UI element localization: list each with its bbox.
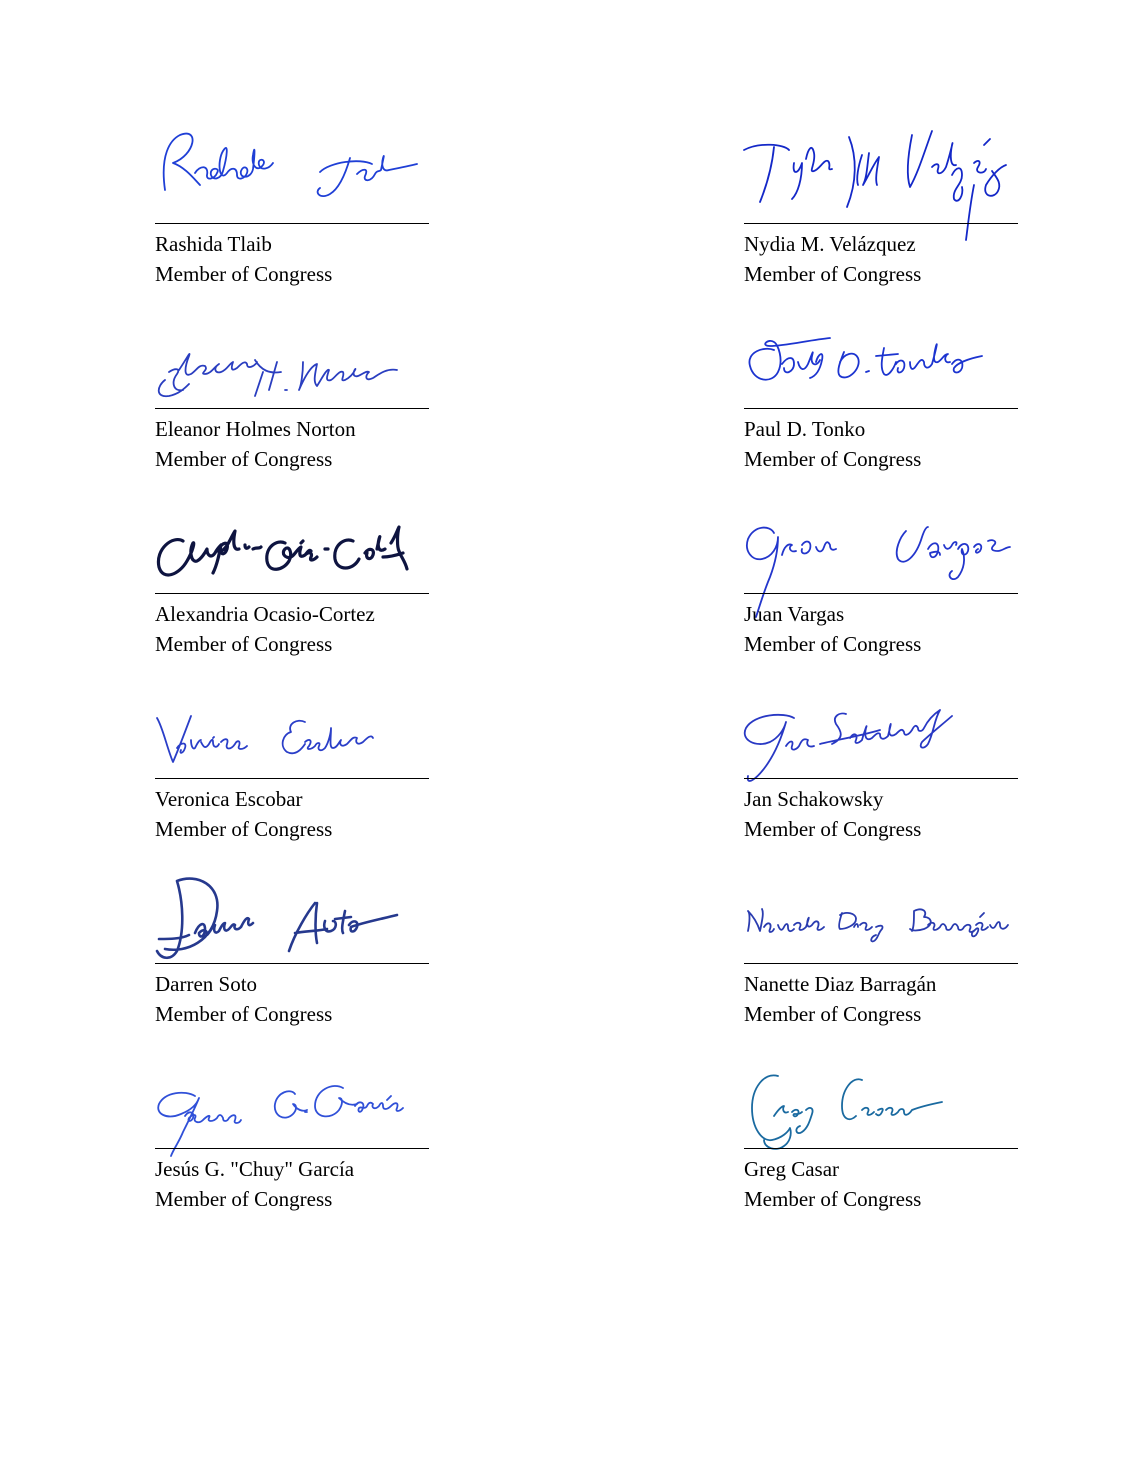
signer-name: Alexandria Ocasio-Cortez [155, 602, 375, 626]
signature-block-ocasio-cortez [155, 445, 429, 656]
signer-title: Member of Congress [744, 1187, 922, 1211]
handwritten-signature-garcia [155, 1000, 429, 1112]
signature-line [744, 963, 1018, 964]
signature-line [155, 408, 429, 409]
signer-title: Member of Congress [155, 632, 333, 656]
signature-block-vargas [744, 445, 1018, 656]
signer-title: Member of Congress [155, 1187, 333, 1211]
signature-line [744, 1148, 1018, 1149]
signer-title: Member of Congress [744, 632, 922, 656]
signer-name: Juan Vargas [744, 602, 845, 626]
signature-block-velazquez [744, 75, 1018, 286]
signature-block-schakowsky [744, 630, 1018, 841]
signer-name: Jesús G. "Chuy" García [155, 1157, 355, 1181]
signer-name: Veronica Escobar [155, 787, 303, 811]
handwritten-signature-norton [155, 260, 429, 372]
signer-title: Member of Congress [744, 817, 922, 841]
signature-line [155, 593, 429, 594]
handwritten-signature-ocasio-cortez [155, 445, 429, 557]
handwritten-signature-tonko [744, 260, 1018, 372]
signer-title: Member of Congress [744, 262, 922, 286]
signer-name: Nydia M. Velázquez [744, 232, 916, 256]
signer-name: Paul D. Tonko [744, 417, 866, 441]
signature-block-tonko [744, 260, 1018, 471]
signer-name: Eleanor Holmes Norton [155, 417, 356, 441]
signature-block-escobar [155, 630, 429, 841]
signer-title: Member of Congress [744, 447, 922, 471]
signer-name: Rashida Tlaib [155, 232, 272, 256]
signature-line [744, 778, 1018, 779]
signature-line [155, 223, 429, 224]
handwritten-signature-escobar [155, 630, 429, 742]
signature-block-soto [155, 815, 429, 1026]
signature-block-tlaib [155, 75, 429, 286]
signature-line [744, 408, 1018, 409]
signature-block-barragan [744, 815, 1018, 1026]
signature-block-norton [155, 260, 429, 471]
signature-line [155, 1148, 429, 1149]
handwritten-signature-velazquez [744, 75, 1018, 187]
signer-name: Greg Casar [744, 1157, 840, 1181]
handwritten-signature-schakowsky [744, 630, 1018, 742]
signature-line [155, 963, 429, 964]
handwritten-signature-vargas [744, 445, 1018, 557]
signature-line [744, 593, 1018, 594]
signature-line [744, 223, 1018, 224]
signature-block-garcia [155, 1000, 429, 1211]
handwritten-signature-tlaib [155, 75, 429, 187]
signer-title: Member of Congress [744, 1002, 922, 1026]
signature-block-casar [744, 1000, 1018, 1211]
signature-line [155, 778, 429, 779]
signer-title: Member of Congress [155, 817, 333, 841]
handwritten-signature-barragan [744, 815, 1018, 927]
signer-title: Member of Congress [155, 447, 333, 471]
handwritten-signature-soto [155, 815, 429, 927]
signer-name: Nanette Diaz Barragán [744, 972, 937, 996]
signer-name: Darren Soto [155, 972, 258, 996]
handwritten-signature-casar [744, 1000, 1018, 1112]
signer-title: Member of Congress [155, 262, 333, 286]
signer-name: Jan Schakowsky [744, 787, 884, 811]
signer-title: Member of Congress [155, 1002, 333, 1026]
